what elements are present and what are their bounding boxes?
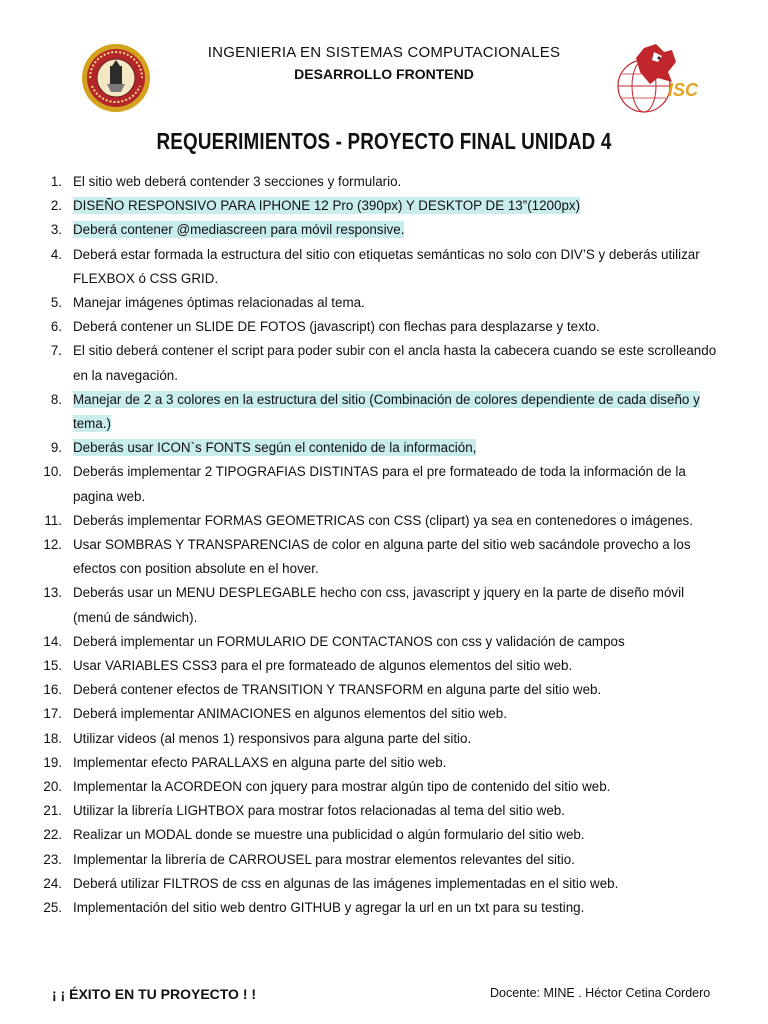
requirement-text-container: [73, 823, 723, 847]
requirement-text-container: [73, 848, 723, 872]
requirement-item: [0, 460, 768, 508]
requirements-list: [0, 170, 768, 920]
requirement-text-container: [73, 460, 723, 508]
requirement-number: 2.: [50, 198, 62, 214]
requirement-number: 12.: [43, 537, 62, 553]
requirement-item: [0, 848, 768, 872]
requirement-text-highlighted: DISEÑO RESPONSIVO PARA IPHONE 12 Pro (390px) Y DESKTOP DE 13”(1200px): [73, 198, 581, 214]
requirement-number: 10.: [43, 464, 62, 480]
requirement-number: 23.: [43, 851, 62, 867]
requirement-text-container: [73, 291, 723, 315]
requirement-number: 11.: [44, 512, 62, 528]
requirement-item: [0, 509, 768, 533]
requirement-item: [0, 339, 768, 387]
requirement-text: Implementar la ACORDEON con jquery para mostrar algún tipo de contenido del sitio web.: [73, 779, 611, 795]
requirement-number: 8.: [50, 391, 62, 407]
page-title: REQUERIMIENTOS - PROYECTO FINAL UNIDAD 4: [156, 128, 612, 154]
requirement-number: 5.: [50, 295, 62, 311]
requirement-item: [0, 533, 768, 581]
requirement-text-container: [73, 678, 723, 702]
requirement-text-container: [73, 872, 723, 896]
requirement-text-container: [73, 436, 723, 460]
footer-good-luck: ¡ ¡ ÉXITO EN TU PROYECTO ! !: [52, 986, 257, 1002]
requirement-item: [0, 823, 768, 847]
requirement-number: 18.: [43, 730, 62, 746]
requirement-item: [0, 315, 768, 339]
requirement-text-highlighted: Deberá contener @mediascreen para móvil responsive.: [73, 222, 405, 238]
requirement-text: Deberá implementar ANIMACIONES en algunos elementos del sitio web.: [73, 706, 507, 722]
requirement-number: 4.: [50, 246, 62, 262]
requirement-text: Implementar efecto PARALLAXS en alguna parte del sitio web.: [73, 754, 447, 770]
isc-wolf-logo: [610, 42, 702, 114]
requirement-text-container: [73, 509, 723, 533]
requirement-text-container: [73, 194, 723, 218]
requirement-text: Usar VARIABLES CSS3 para el pre formateado de algunos elementos del sitio web.: [73, 658, 573, 674]
requirement-text: Realizar un MODAL donde se muestre una publicidad o algún formulario del sitio web.: [73, 827, 585, 843]
footer-teacher: Docente: MINE . Héctor Cetina Cordero: [490, 986, 711, 1000]
requirement-text: Deberás implementar 2 TIPOGRAFIAS DISTINTAS para el pre formateado de toda la información de la pagina web.: [73, 464, 686, 504]
header-program-name: INGENIERIA EN SISTEMAS COMPUTACIONALES: [207, 44, 561, 61]
requirement-text: Utilizar la librería LIGHTBOX para mostrar fotos relacionadas al tema del sitio web.: [73, 803, 565, 819]
requirement-text: Implementación del sitio web dentro GITHUB y agregar la url en un txt para su testing.: [73, 900, 585, 916]
requirement-text: Usar SOMBRAS Y TRANSPARENCIAS de color en alguna parte del sitio web sacándole provecho a los efectos con position absolute en el hover.: [73, 537, 691, 577]
requirement-text: Deberá contener un SLIDE DE FOTOS (javascript) con flechas para desplazarse y texto.: [73, 319, 600, 335]
requirement-item: [0, 581, 768, 629]
requirement-number: 14.: [43, 633, 62, 649]
requirement-text: Manejar imágenes óptimas relacionadas al tema.: [73, 295, 365, 311]
requirement-item: [0, 702, 768, 726]
requirement-item: [0, 170, 768, 194]
requirement-text: Implementar la librería de CARROUSEL para mostrar elementos relevantes del sitio.: [73, 851, 575, 867]
requirement-item: [0, 194, 768, 218]
requirement-text-container: [73, 533, 723, 581]
requirement-item: [0, 727, 768, 751]
requirement-number: 19.: [43, 754, 62, 770]
requirement-number: 7.: [50, 343, 62, 359]
requirement-text-highlighted: Deberás usar ICON`s FONTS según el contenido de la información,: [73, 440, 477, 456]
requirement-item: [0, 291, 768, 315]
requirement-item: [0, 775, 768, 799]
requirement-text-container: [73, 799, 723, 823]
requirement-item: [0, 896, 768, 920]
requirement-text-container: [73, 654, 723, 678]
requirement-item: [0, 751, 768, 775]
requirement-text: Deberá utilizar FILTROS de css en algunas de las imágenes implementadas en el sitio web.: [73, 875, 619, 891]
requirement-item: [0, 872, 768, 896]
header-course-name: DESARROLLO FRONTEND: [294, 66, 474, 82]
requirement-text: Deberá estar formada la estructura del sitio con etiquetas semánticas no solo con DIV’S y deberás utilizar FLEXBOX ó CSS GRID.: [73, 246, 700, 286]
requirement-number: 20.: [43, 779, 62, 795]
requirement-text-container: [73, 702, 723, 726]
requirement-number: 25.: [43, 900, 62, 916]
requirement-text-highlighted: Manejar de 2 a 3 colores en la estructura del sitio (Combinación de colores dependiente de cada diseño y tema.): [73, 391, 700, 432]
requirement-item: [0, 243, 768, 291]
requirement-item: [0, 388, 768, 436]
requirement-number: 1.: [50, 174, 62, 189]
requirement-text: Utilizar videos (al menos 1) responsivos para alguna parte del sitio.: [73, 730, 472, 746]
requirement-text: Deberá implementar un FORMULARIO DE CONTACTANOS con css y validación de campos: [73, 633, 625, 649]
requirement-number: 24.: [43, 875, 62, 891]
requirement-item: [0, 218, 768, 242]
requirement-text-container: [73, 388, 723, 436]
requirement-item: [0, 654, 768, 678]
requirement-item: [0, 799, 768, 823]
requirement-text: El sitio web deberá contender 3 secciones y formulario.: [73, 174, 402, 189]
requirement-text-container: [73, 581, 723, 629]
requirement-text-container: [73, 170, 723, 194]
requirement-text-container: [73, 315, 723, 339]
requirement-text: Deberás usar un MENU DESPLEGABLE hecho con css, javascript y jquery en la parte de diseño móvil (menú de sándwich).: [73, 585, 685, 625]
requirement-text: Deberás implementar FORMAS GEOMETRICAS con CSS (clipart) ya sea en contenedores o imágenes.: [73, 512, 693, 528]
requirement-item: [0, 630, 768, 654]
requirement-number: 3.: [50, 222, 62, 238]
requirement-text-container: [73, 896, 723, 920]
requirement-text-container: [73, 243, 723, 291]
requirement-number: 9.: [50, 440, 62, 456]
requirement-number: 22.: [43, 827, 62, 843]
requirement-text-container: [73, 751, 723, 775]
requirement-text-container: [73, 727, 723, 751]
requirement-number: 16.: [43, 682, 62, 698]
requirement-text: El sitio deberá contener el script para poder subir con el ancla hasta la cabecera cuando se este scrolleando en la navegación.: [73, 343, 717, 383]
requirement-number: 6.: [50, 319, 62, 335]
requirement-number: 13.: [43, 585, 62, 601]
requirement-text-container: [73, 339, 723, 387]
requirement-number: 17.: [43, 706, 62, 722]
requirement-item: [0, 678, 768, 702]
requirement-item: [0, 436, 768, 460]
requirement-number: 21.: [43, 803, 62, 819]
requirement-number: 15.: [43, 658, 62, 674]
requirement-text: Deberá contener efectos de TRANSITION Y TRANSFORM en alguna parte del sitio web.: [73, 682, 602, 698]
isc-logo-text: ISC: [668, 80, 699, 100]
document-header: [0, 40, 768, 120]
requirement-text-container: [73, 775, 723, 799]
requirement-text-container: [73, 218, 723, 242]
requirement-text-container: [73, 630, 723, 654]
